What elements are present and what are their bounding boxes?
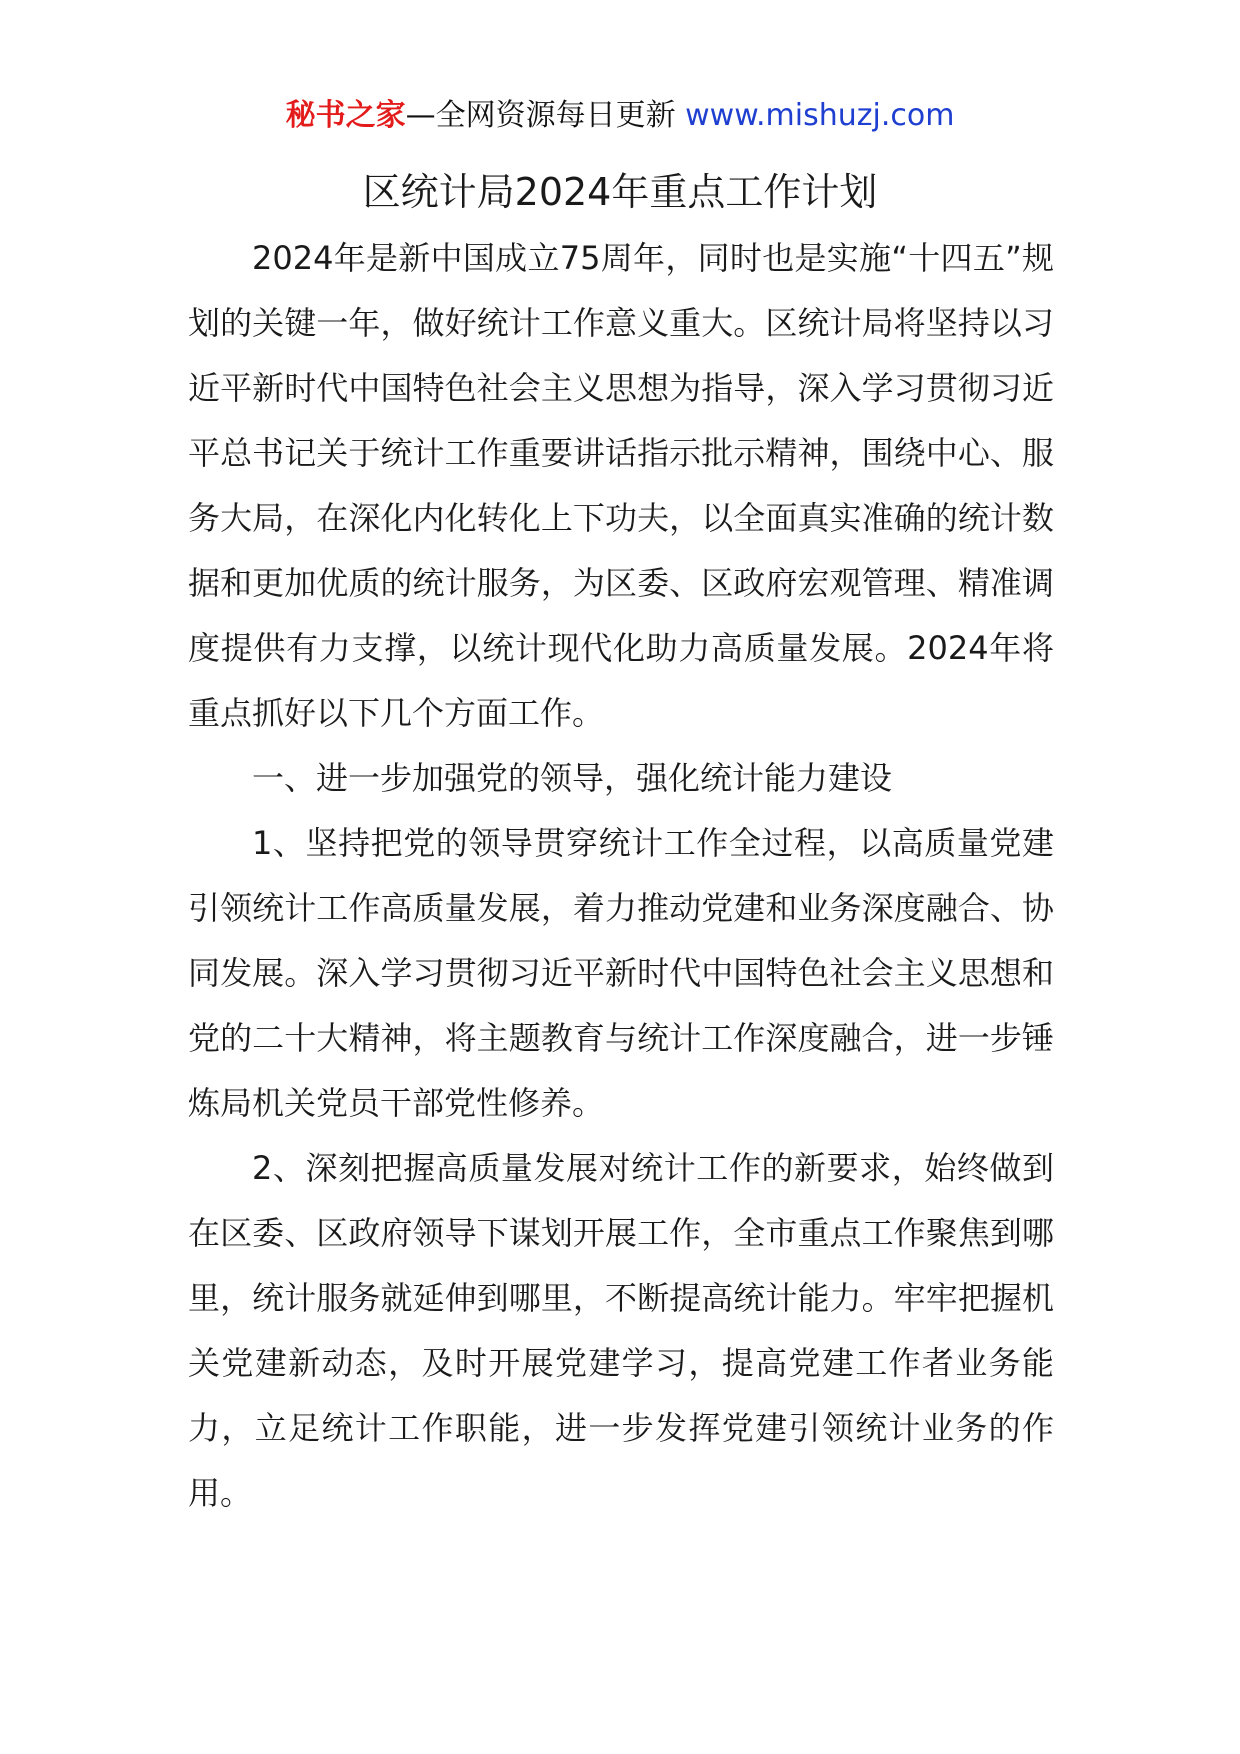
item-paragraph-2: 2、深刻把握高质量发展对统计工作的新要求，始终做到在区委、区政府领导下谋划开展工作，全市重点工作聚焦到哪里，统计服务就延伸到哪里，不断提高统计能力。牢牢把握机关党建新动态，及时开展党建学习，提高党建工作者业务能力，立足统计工作职能，进一步发挥党建引领统计业务的作用。 [188,1149,1054,1512]
document-body [188,226,1054,1526]
site-url-link[interactable]: www.mishuzj.com [685,98,955,133]
site-brand: 秘书之家 [285,98,406,133]
site-tagline: —全网资源每日更新 [405,98,686,133]
document-title: 区统计局2024年重点工作计划 [362,170,878,214]
site-header [0,96,1240,136]
intro-paragraph: 2024年是新中国成立75周年，同时也是实施“十四五”规划的关键一年，做好统计工作意义重大。区统计局将坚持以习近平新时代中国特色社会主义思想为指导，深入学习贯彻习近平总书记关于统计工作重要讲话指示批示精神，围绕中心、服务大局，在深化内化转化上下功夫，以全面真实准确的统计数据和更加优质的统计服务，为区委、区政府宏观管理、精准调度提供有力支撑，以统计现代化助力高质量发展。2024年将重点抓好以下几个方面工作。 [188,239,1054,732]
item-paragraph-1: 1、坚持把党的领导贯穿统计工作全过程，以高质量党建引领统计工作高质量发展，着力推动党建和业务深度融合、协同发展。深入学习贯彻习近平新时代中国特色社会主义思想和党的二十大精神，将主题教育与统计工作深度融合，进一步锤炼局机关党员干部党性修养。 [188,824,1054,1122]
section-heading: 一、进一步加强党的领导，强化统计能力建设 [252,759,893,797]
